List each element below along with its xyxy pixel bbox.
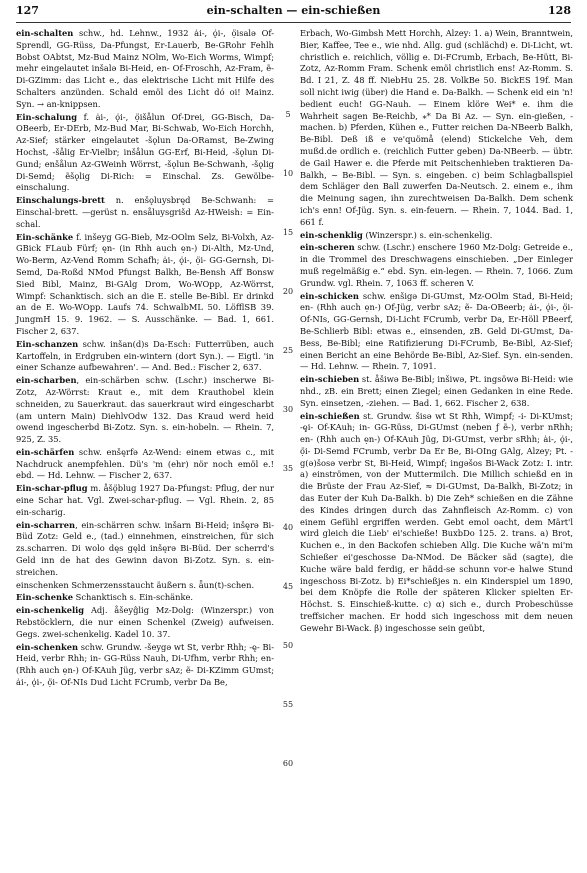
dictionary-entry bbox=[16, 232, 274, 338]
entry-text: schw. (Lschr.) enschere 1960 Mz-Dolg: Getreide e., in die Trommel des Dreschwagens einschieben. „Der Einleger muß regelmäßig e.“ ebd. Syn. ein-legen. — Rhein. 7, 1066. Zum Grundw. vgl. Rhein. 7, 1063 ff. scheren V. bbox=[300, 242, 573, 288]
line-number: 35 bbox=[282, 464, 294, 473]
dictionary-entry bbox=[300, 28, 573, 229]
entry-headword: Ein-schänke bbox=[16, 231, 74, 242]
dictionary-entry bbox=[16, 483, 274, 518]
line-number: 10 bbox=[282, 169, 294, 178]
entry-headword: ein-scharren bbox=[16, 519, 76, 530]
entry-headword: ein-scheren bbox=[300, 242, 355, 253]
line-number: 15 bbox=[282, 228, 294, 237]
line-number: 45 bbox=[282, 582, 294, 591]
entry-text: schw. enšęrfə Az-Wend: einem etwas c., mit Nachdruck anempfehlen. Dü's 'm (ehr) nör noch emöl e.! ebd. — Hd. Lehnw. — Fischer 2, 637. bbox=[16, 446, 274, 481]
entry-headword: ein-schärfen bbox=[16, 446, 75, 457]
entry-headword: ein-schießen bbox=[300, 410, 360, 421]
entry-headword: ein-schenken bbox=[16, 641, 79, 652]
entry-headword: ein-schalten bbox=[16, 28, 74, 38]
entry-text: , ein-schärren schw. inšarn Bi-Heid; inšęrə Bi-Büd Zotz: Geld e., (tad.) einnehmen, einstreichen, für sich zs.scharren. Di wolo dęs gęld inšęrə Bi-Büd. Der scherrd's Geld inn de hat des Gewinn davon Bi-Zotz. Syn. s. ein-streichen. bbox=[16, 519, 274, 577]
line-number: 25 bbox=[282, 346, 294, 355]
entry-headword: ein-schicken bbox=[300, 290, 359, 301]
entry-headword: ein-scharben bbox=[16, 375, 77, 386]
right-column bbox=[300, 28, 573, 635]
entry-text: f. inšeyg GG-Bieb, Mz-OOlm Selz, Bi-Volxh, Az-GBick FLaub Fürf; ęn- (in Rhh auch ẹn-) Di-Alth, Mz-Und, Wo-Berm, Az-Vend Romm Schafh; ȧi-, ǫ̇i-, ọ̈i- GG-Gernsh, Di-Semd, Da-Roßd NMod Pfungst Balkh, Be-Bensh Aff Bonsw Sied Bibl, Mainz, Bi-GAlg Drom, Wo-WOpp, Az-Wörrst, Wimpf: Schanktisch. sich an die E. stelle Be-Bibl. Er drinkd an de E. Wo-WOpp. Laufs 74. SchwalbML 50. LöfflSB 39. JungmH 15. 9. 1962. — S. Ausschänke. — Bad. 1, 661. Fischer 2, 637. bbox=[16, 231, 274, 336]
entry-headword: ein-schenkelig bbox=[16, 605, 85, 616]
entry-text: m. åšǫ̈blug 1927 Da-Pfungst: Pflug, der nur eine Schar hat. Vgl. Zwei-schar-pflug. — Vgl. Rhein. 2, 85 ein-scharig. bbox=[16, 483, 274, 517]
dictionary-entry bbox=[16, 592, 274, 604]
line-number: 60 bbox=[282, 759, 294, 768]
dictionary-entry bbox=[16, 195, 274, 230]
dictionary-entry bbox=[16, 520, 274, 579]
dictionary-entry bbox=[300, 374, 573, 409]
left-column bbox=[16, 28, 274, 689]
dictionary-entry bbox=[16, 112, 274, 195]
entry-headword: Ein-schalung bbox=[16, 111, 78, 122]
entry-headword: Einschalungs-brett bbox=[16, 195, 105, 206]
entry-text: schw. Grundw. -šeygə wt St, verbr Rhh; -ę- Bi-Heid, verbr Rhh; in- GG-Rüss Nauh, Di-Ufhm, verbr Rhh; en- (Rhh auch ẹn-) Of-KAuh Jüg, verbr sAz; ẽ- Di-KZimm GUmst; ȧi-, ǫ̇i-, ọ̈i- Of-NIs Dud Licht FCrumb, verbr Da Be, bbox=[16, 641, 274, 688]
line-number: 5 bbox=[285, 110, 291, 119]
dictionary-entry bbox=[16, 28, 274, 111]
dictionary-entry bbox=[16, 447, 274, 482]
entry-text: schw. enšigə Di-GUmst, Mz-OOlm Stad, Bi-Heid; en- (Rhh auch ẹn-) Of-Jüg, verbr sAz; ẽ- Da-OBeerb; ȧi-, ǫ̇i-, ọ̈i- Of-NIs, GG-Gernsh, Di-Licht FCrumb, verbr Da, Er-Höll PBeerf, Be-Schlierb Bibl: etwas e., einsenden, zB. Geld Di-GUmst, Da-Bess, Be-Bibl; eine Ratifizierung Di-FCrumb, Be-Bibl, Az-Sief; einen Bericht an eine Behörde Be-Bibl, Az-Sief. Syn. ein-senden. — Hd. Lehnw. — Rhein. 7, 1091. bbox=[300, 290, 573, 372]
dictionary-entry bbox=[16, 375, 274, 446]
entry-text: Schanktisch s. Ein-schänke. bbox=[73, 592, 194, 603]
entry-text: , ein-schärben schw. (Lschr.) inscherwe Bi-Zotz, Az-Wörrst: Kraut e., mit dem Krauthobel klein schneiden, zu Sauerkraut. das sauerkraut wird eingescharbt (am untern Main) DiehlvOdw 132. Das Kraud werd heid owend ingescherbd Bi-Zotz. Syn. s. ein-hobeln. — Rhein. 7, 925, Z. 35. bbox=[16, 375, 274, 445]
dictionary-entry bbox=[16, 580, 274, 592]
entry-text: Adj. åšeyĝlig Mz-Dolg: (Winzerspr.) von Rebstöcklern, die nur einen Schenkel (Zweig) aufweisen. Gegs. zwei-schenkelig. Kadel 10. 37. bbox=[16, 605, 274, 639]
entry-text: Erbach, Wo-Gimbsh Mett Horchh, Alzey: 1. a) Wein, Branntwein, Bier, Kaffee, Tee e., wie nhd. Allg. gud (schlächd) e. Di-Licht, wt. christlich e. reichlich, völlig e. Di-FCrumb, Erbach, Be-Hütt, Bi-Zotz, Az-Romm Fram. Schenk emöl christlich ens! Az-Romm. S. Bd. I 21, Z. 48 ff. NiebHu 25. 28. VolkBe 50. BickES 19f. Man soll nicht iwig (über) die Hand e. Da-Balkh. — Schenk eid ein 'n! bedient euch! GG-Nauh. — Einem klöre Wei* e. ihm die Wahrheit sagen Be-Reichb, ⁎* Da Bi Az. — Syn. ein-gießen, -machen. b) Pferden, Kühen e., Futter reichen Da-NBeerb Balkh, Be-Bibl. Deß iß e ve'quömå (elend) Stickelche Veh, dem mußd.de ordlich e. (reichlich Futter geben) Da-NBeerb. — übtr. de Gail Hawer e. die Pferde mit Peitschenhieben traktieren Da-Balkh, ~ Be-Bibl. — Syn. s. eingeben. c) beim Schlagballspiel dem Schläger den Ball zuwerfen Da-Neutsch. 2. einem e., ihm die Meinung sagen, ihn zurechtweisen Da-Balkh. Dem schenk ich's enn! Of-Jüg. Syn. s. ein-feuern. — Rhein. 7, 1044. Bad. 1, 661 f. bbox=[300, 28, 573, 227]
entry-text: st. åšiwə Be-Bibl; inšiwə, Pt. ingsöwə Bi-Heid: wie nhd., zB. ein Brett; einen Ziegel; einen Gedanken in eine Rede. Syn. einsetzen, -ziehen. — Bad. 1, 662. Fischer 2, 638. bbox=[300, 374, 573, 408]
line-number: 50 bbox=[282, 641, 294, 650]
dictionary-entry bbox=[300, 230, 573, 242]
page-number-left: 127 bbox=[16, 4, 39, 17]
entry-text: f. ȧi-, ǫ̇i-, ọ̈išålun Of-Drei, GG-Bisch, Da-OBeerb, Er-DErb, Mz-Bud Mar, Bi-Schwab, Wo-Eich Horchh, Az-Sief; stärker eingelautet -šǫlun Da-ORamst, Be-Zwing Hochst, -šålig Er-Vielbr; inšålun GG-Erf, Bi-Heid, -šǫlun Di-Gund; enšålun Az-GWeinh Wörrst, -šǫlun Be-Schwanh, -šǫlig Di-Semd; ẽšǫlig Di-Rich: = Einschal. Zs. Gewölbe-einschalung. bbox=[16, 111, 274, 193]
entry-text: einschenken Schmerzensstaucht äußern s. ǟun(t)-schen. bbox=[16, 579, 255, 590]
dictionary-entry bbox=[300, 291, 573, 374]
line-number: 30 bbox=[282, 405, 294, 414]
dictionary-entry bbox=[16, 642, 274, 689]
entry-text: (Winzerspr.) s. ein-schenkelig. bbox=[362, 229, 493, 240]
entry-headword: ein-schenklig bbox=[300, 229, 363, 240]
entry-text: n. enšǫluysbręd Be-Schwanh: = Einschal-brett. —gerüst n. ensåluysgrišd Az-HWeish: = Ein-schal. bbox=[16, 195, 274, 229]
page-number-right: 128 bbox=[548, 4, 571, 17]
entry-headword: Ein-schanzen bbox=[16, 338, 79, 349]
entry-text: st. Grundw. šisə wt St Rhh, Wimpf; -i- Di-KUmst; -ę̧i- Of-KAuh; in- GG-Rüss, Di-GUmst (neben ƒ ẽ-), verbr nRhh; en- (Rhh auch ẹn-) Of-KAuh Jüg, Di-GUmst, verbr sRhh; ȧi-, ǫ̇i-, ọ̈i- Di-Semd FCrumb, verbr Da Er Be, Bi-OIng GAlg, Alzey; Pt. -g(ə)šosə verbr St, Bi-Heid, Wimpf; ingəšos Bi-Wack Zotz: I. intr. a) einströmen, von der Muttermilch. Die Millich schießd en in die Brüste der Frau Az-Sief, ≈ Di-GUmst, Da-Balkh, Bi-Zotz; in das Euter der Kuh Da-Balkh. b) Die Zeh* schießen en die Zähne des Kindes dringen durch das Zahnfleisch Az-Romm. c) von einem Gefühl ergriffen werden. Gebt emol oacht, dem Märt'l wird gleich die Lieb' ei'schieße! BuxbDo 125. 2. trans. a) Brot, Kuchen e., in den Backofen schieben Allg. Die Kuche wä'n mi'm Schießer ei'geschosse Da-NMod. De Bäcker säd (sagte), die Kuche wäre bald ferdig, er hädd-se schunn vor-e halwe Stund ingeschoss Bi-Zotz. b) Ei*schießjes n. ein Kinderspiel um 1890, bei dem Knöpfe die Rolle der späteren Klicker spielten Er-Höchst. S. Einschieß-kutte. c) α) sich e., durch Probeschüsse treffsicher machen. Er hodd sich ingeschoss mit dem neuen Gewehr Bi-Wack. β) ingeschosse sein geübt, bbox=[300, 410, 573, 633]
line-number: 55 bbox=[282, 700, 294, 709]
entry-headword: Ein-schar-pflug bbox=[16, 483, 88, 494]
running-title: ein-schalten — ein-schießen bbox=[206, 4, 381, 17]
line-number: 40 bbox=[282, 523, 294, 532]
dictionary-entry bbox=[300, 411, 573, 635]
dictionary-entry bbox=[16, 339, 274, 374]
dictionary-entry bbox=[300, 242, 573, 289]
header-rule bbox=[16, 22, 571, 23]
dictionary-entry bbox=[16, 605, 274, 640]
entry-headword: ein-schieben bbox=[300, 374, 360, 385]
entry-text: schw., hd. Lehnw., 1932 ȧi-, ǫ̇i-, ọ̈isalə Of-Sprendl, GG-Rüss, Da-Pfungst, Er-Lauerb, Be-GRohr Fehlh Bobst OAbtst, Mz-Bud Mainz NOlm, Wo-Eich Worms, Wimpf; mehr eingelautet inšalə Bi-Heid, en- Of-Froschh, Az-Fram, ẽ- Di-GZimm: das Licht e., das elektrische Licht mit Hilfe des Schalters anzünden. Schald emöl des Licht dó oi! Mainz. Syn. → an-knippsen. bbox=[16, 28, 274, 109]
entry-headword: Ein-schenke bbox=[16, 592, 74, 603]
line-number: 20 bbox=[282, 287, 294, 296]
entry-text: schw. inšan(d)s Da-Esch: Futterrüben, auch Kartoffeln, in Erdgruben ein-wintern (dort Syn.). — Eigtl. 'in einer Schanze aufbewahren'. — And. Bed.: Fischer 2, 637. bbox=[16, 338, 274, 373]
